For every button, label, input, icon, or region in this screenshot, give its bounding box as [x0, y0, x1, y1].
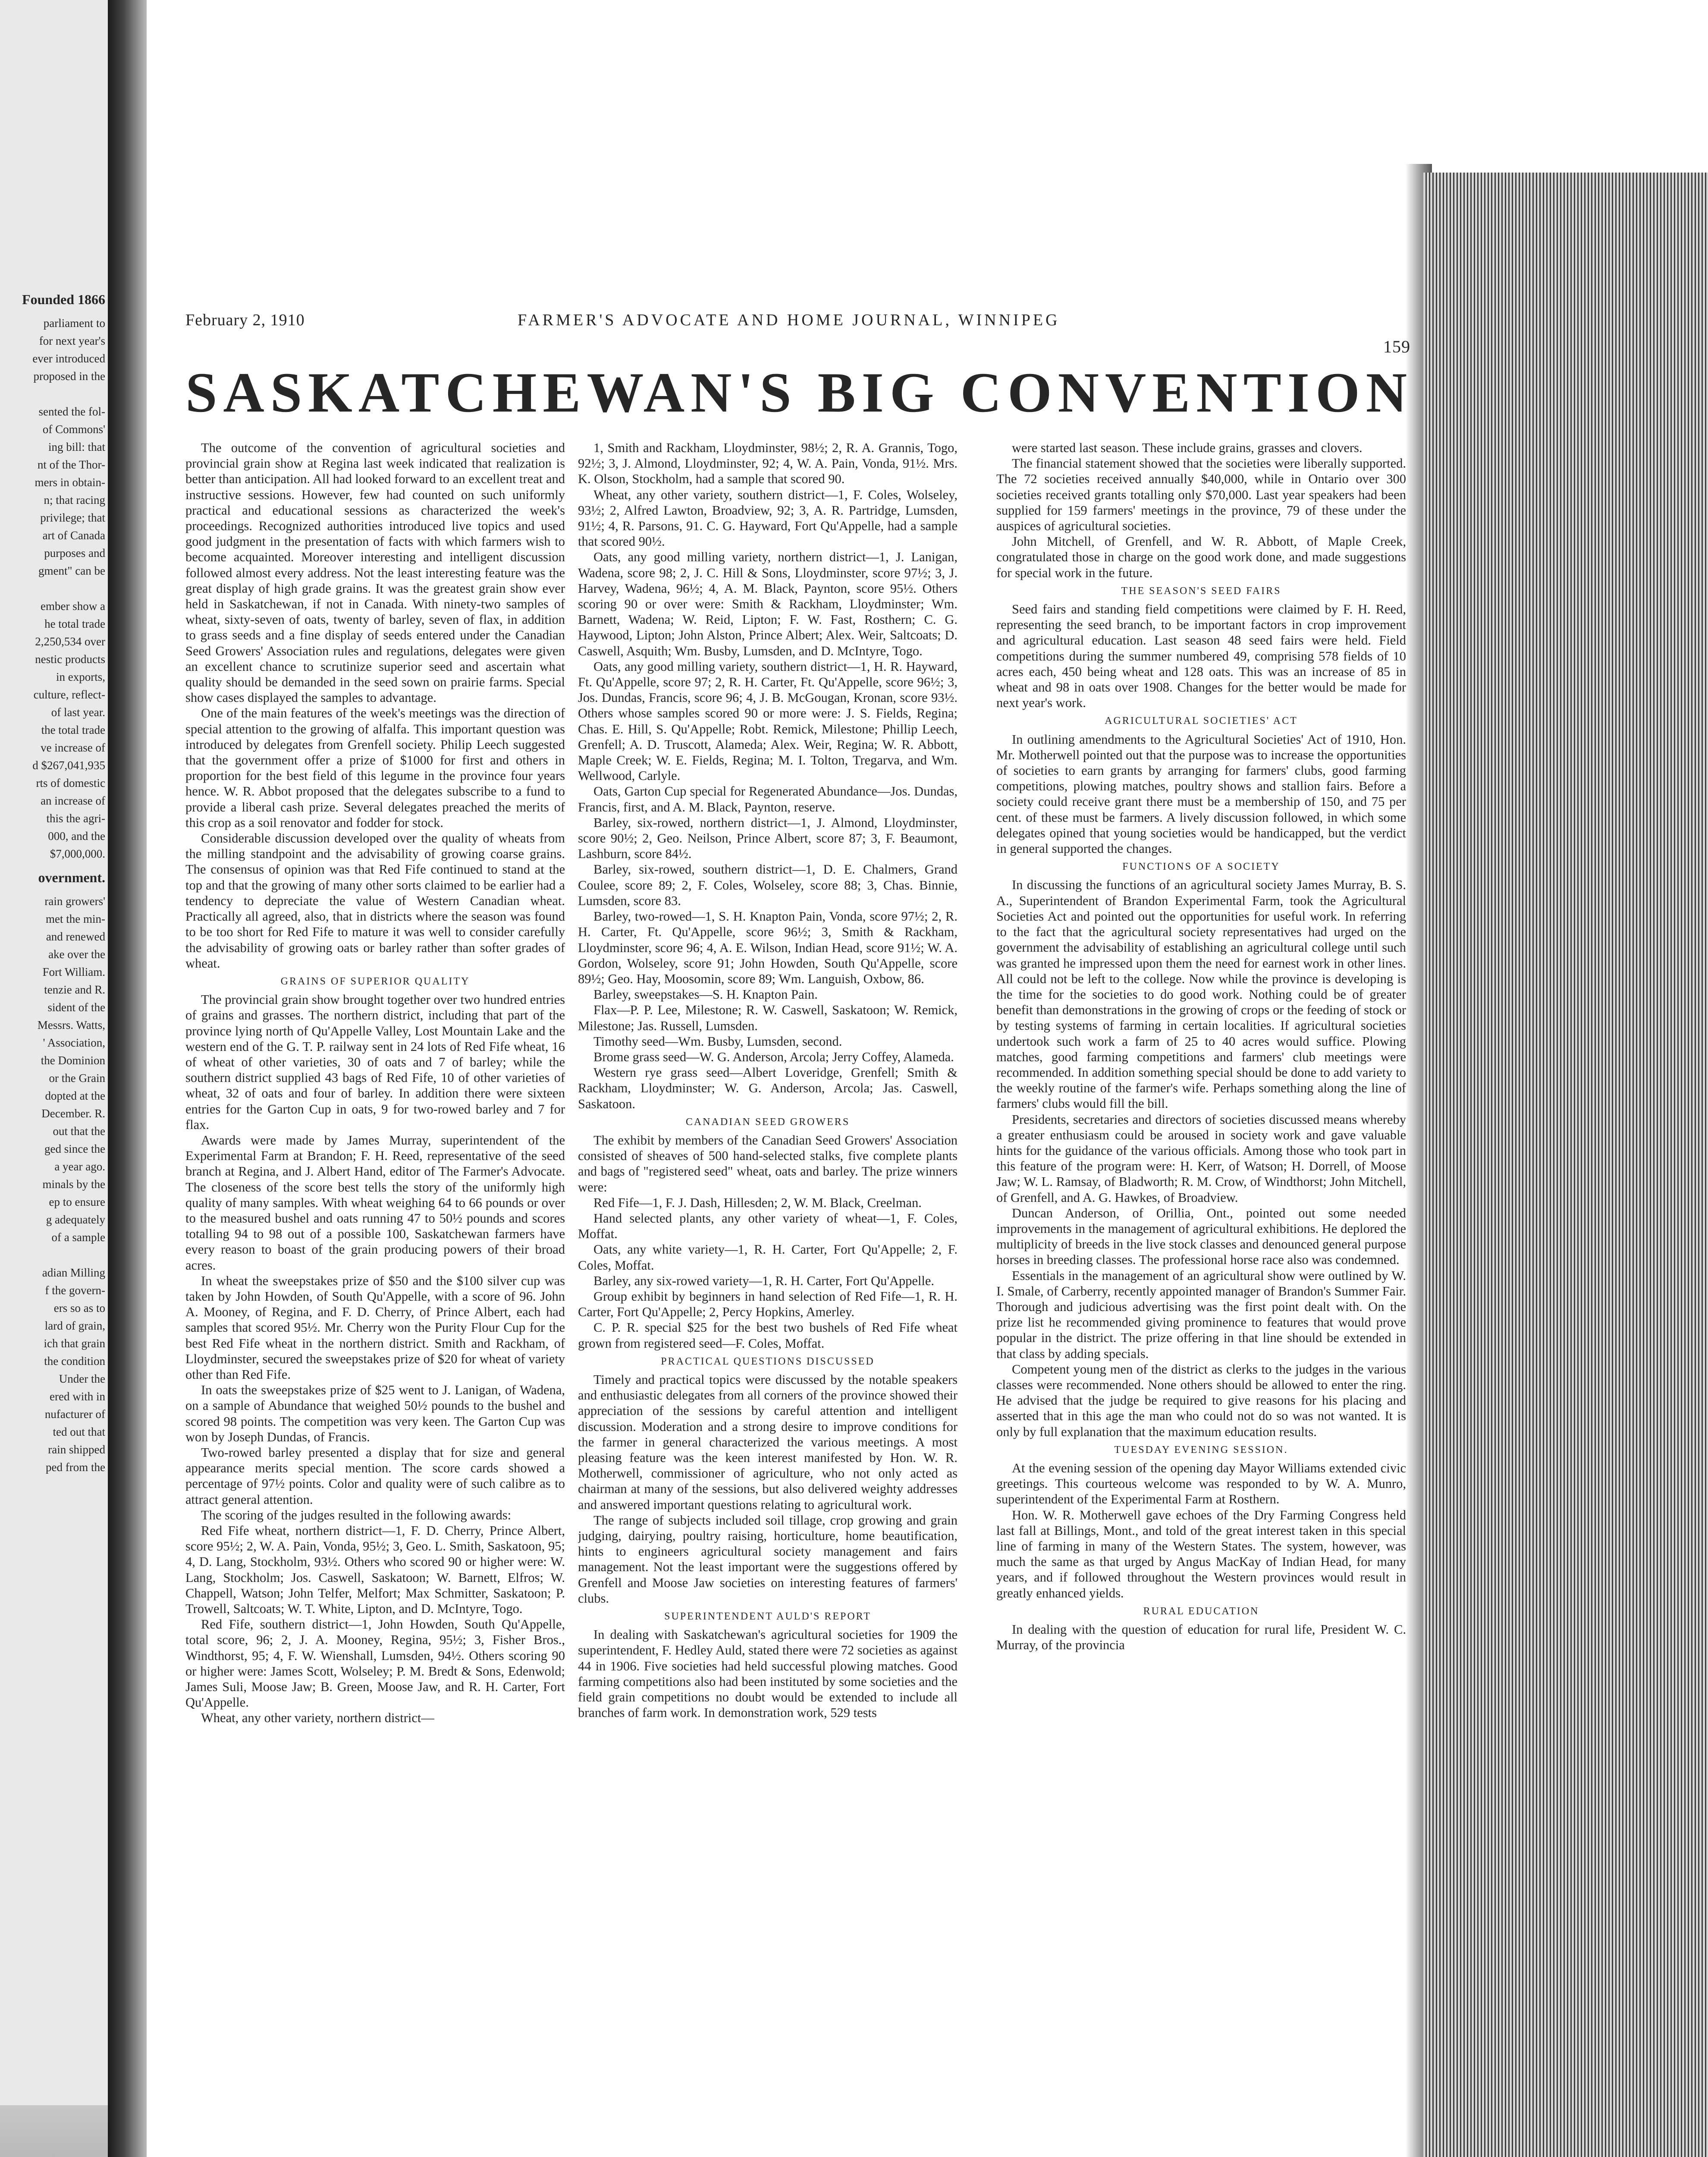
fragment-line: proposed in the	[33, 370, 105, 383]
fragment-line: ted out that	[53, 1425, 105, 1438]
fragment-line: or the Grain	[49, 1072, 105, 1085]
paragraph: In wheat the sweepstakes prize of $50 and the $100 silver cup was taken by John Howden, of South Qu'Appelle, with a score of 96. John A. Mooney, of Regina, and F. D. Cherry, of Prince Albert, each had samples that scored 95½. Mr. Cherry won the Purity Flour Cup for the best Red Fife wheat in the northern district. Smith and Rackham, of Lloydminster, secured the sweepstakes prize of $20 for wheat of variety other than Red Fife.	[185, 1273, 565, 1382]
fragment-line: of a sample	[51, 1231, 105, 1244]
fragment-line: ing bill: that	[48, 440, 105, 453]
fragment-line: d $267,041,935	[32, 759, 105, 772]
paragraph: In dealing with Saskatchewan's agricultural societies for 1909 the superintendent, F. Hedley Auld, stated there were 72 societies as against 44 in 1906. Five societies had held successful plowing matches. Good farming competitions also had been instituted by some societies and the field grain competitions no doubt would be extended to include all branches of farm work. In demonstration work, 529 tests	[578, 1627, 958, 1720]
fragment-line: ers so as to	[53, 1302, 105, 1314]
paragraph: In outlining amendments to the Agricultural Societies' Act of 1910, Hon. Mr. Motherwell pointed out that the purpose was to increase the opportunities of societies to earn grants by arranging for farmers' clubs, good farming competitions, plowing matches, poultry shows and stallion fairs. Before a society could receive grant there must be a membership of 150, and 75 per cent. of these must be farmers. A lively discussion followed, in which some delegates opined that young societies would be handicapped, but the verdict in general supported the changes.	[996, 732, 1406, 856]
paragraph: Duncan Anderson, of Orillia, Ont., pointed out some needed improvements in the management of agricultural exhibitions. He deplored the multiplicity of breeds in the live stock classes and denounced general purpose horses in breeding classes. The professional horse race also was condemned.	[996, 1205, 1406, 1267]
running-head	[147, 311, 1410, 356]
paragraph: Oats, any white variety—1, R. H. Carter, Fort Qu'Appelle; 2, F. Coles, Moffat.	[578, 1242, 958, 1273]
paragraph: Oats, any good milling variety, northern district—1, J. Lanigan, Wadena, score 98; 2, J. C. Hill & Sons, Lloydminster, score 97½; 3, J. Harvey, Wadena, 96½; 4, A. M. Black, Paynton, score 95½. Others scoring 90 or over were: Smith & Rackham, Lloydminster; Wm. Barnett, Wadena; W. Reid, Lipton; F. W. Fast, Rosthern; C. G. Haywood, Lipton; John Alston, Prince Albert; Alex. Weir, Saltcoats; D. Caswell, Asquith; Wm. Busby, Lumsden, and D. McIntyre, Togo.	[578, 550, 958, 658]
fragment-line: December. R.	[41, 1107, 105, 1120]
fragment-line: minals by the	[42, 1178, 105, 1191]
paragraph: Presidents, secretaries and directors of societies discussed means whereby a greater enthusiasm could be aroused in society work and gave valuable hints for the guidance of the various officials. Among those who took part in this feature of the program were: H. Kerr, of Watson; H. Dorrell, of Moose Jaw; W. L. Ramsay, of Bladworth; R. M. Crow, of Windthorst; John Mitchell, of Grenfell, and A. G. Hawkes, of Broadview.	[996, 1112, 1406, 1205]
fragment-line: ake over the	[48, 948, 105, 961]
fragment-line: Fort William.	[42, 965, 105, 978]
fragment-line: ve increase of	[41, 741, 105, 754]
paragraph: The outcome of the convention of agricultural societies and provincial grain show at Regina last week indicated that realization is better than anticipation. All had looked forward to an excellent treat and instructive sessions. However, few had counted on such uniformly practical and educational sessions as characterized the week's proceedings. Recognized authorities introduced live topics and used good judgment in the presentation of facts with which farmers wish to become acquainted. Moreover interesting and intelligent discussion followed almost every address. Not the least interesting feature was the great display of high grade grains. It was the greatest grain show ever held in Saskatchewan, if not in Canada. With ninety-two samples of wheat, sixty-seven of oats, twenty of barley, seven of flax, in addition to grass seeds and a fine display of seeds entered under the Canadian Seed Growers' Association rules and regulations, delegates were given an excellent chance to scrutinize superior seed and ascertain what quality should be demanded in the seed sown on prairie farms. Special show cases displayed the samples to advantage.	[185, 440, 565, 705]
fragment-line: sented the fol-	[38, 405, 105, 418]
page-edges	[1423, 173, 1708, 2157]
page-number: 159	[1383, 337, 1410, 356]
paragraph: C. P. R. special $25 for the best two bushels of Red Fife wheat grown from registered seed—F. Coles, Moffat.	[578, 1320, 958, 1351]
paragraph: Barley, sweepstakes—S. H. Knapton Pain.	[593, 987, 818, 1002]
section-subheading: FUNCTIONS OF A SOCIETY	[1122, 861, 1280, 873]
paragraph: Red Fife—1, F. J. Dash, Hillesden; 2, W. M. Black, Creelman.	[593, 1195, 922, 1210]
paragraph: In dealing with the question of education for rural life, President W. C. Murray, of the provincia	[996, 1622, 1406, 1653]
article-title: SASKATCHEWAN'S BIG CONVENTION	[185, 361, 1413, 424]
section-subheading: CANADIAN SEED GROWERS	[685, 1116, 850, 1128]
fragment-line: and renewed	[46, 930, 105, 943]
fragment-line: ' Association,	[43, 1036, 105, 1049]
section-subheading: RURAL EDUCATION	[1143, 1605, 1259, 1617]
fragment-line: art of Canada	[42, 529, 105, 542]
paragraph: John Mitchell, of Grenfell, and W. R. Abbott, of Maple Creek, congratulated those in charge on the good work done, and made suggestions for special work in the future.	[996, 534, 1406, 580]
paragraph: One of the main features of the week's meetings was the direction of special attention to the growing of alfalfa. This important question was introduced by delegates from Grenfell society. Philip Leech suggested that the government offer a prize of $1000 for first and others in proportion for the best field of this legume in the province four years hence. W. R. Abbot proposed that the delegates subscribe to a fund to provide a liberal cash prize. Several delegates preached the merits of this crop as a soil renovator and fodder for stock.	[185, 706, 565, 830]
paragraph: were started last season. These include grains, grasses and clovers.	[1012, 440, 1363, 455]
journal-name: FARMER'S ADVOCATE AND HOME JOURNAL, WINNIPEG	[518, 311, 1060, 329]
paragraph: Barley, six-rowed, northern district—1, J. Almond, Lloydminster, score 90½; 2, Geo. Neilson, Prince Albert, score 87; 3, F. Beaumont, Lashburn, score 84½.	[578, 815, 958, 862]
fragment-line: nufacturer of	[44, 1408, 105, 1421]
paragraph: Awards were made by James Murray, superintendent of the Experimental Farm at Brandon; F. H. Reed, representative of the seed branch at Regina, and J. Albert Hand, editor of The Farmer's Advocate. The closeness of the score best tells the story of the uniformly high quality of many samples. With wheat weighing 64 to 66 pounds or over to the measured bushel and oats running 47 to 50½ pounds and scores totalling 94 to 98 out of a possible 100, Saskatchewan farmers have every reason to boast of the grain producing powers of their broad acres.	[185, 1132, 565, 1273]
fragment-heading: overnment.	[38, 870, 105, 885]
paragraph: The exhibit by members of the Canadian Seed Growers' Association consisted of sheaves of 500 hand-selected stalks, five complete plants and bags of "registered seed" wheat, oats and barley. The prize winners were:	[578, 1132, 958, 1195]
fragment-line: ever introduced	[32, 352, 105, 365]
paragraph: At the evening session of the opening day Mayor Williams extended civic greetings. This courteous welcome was responded to by W. A. Munro, superintendent of the Experimental Farm at Rosthern.	[996, 1461, 1406, 1507]
paragraph: Barley, six-rowed, southern district—1, D. E. Chalmers, Grand Coulee, score 89; 2, F. Coles, Wolseley, score 88; 3, Chas. Binnie, Lumsden, score 83.	[578, 862, 958, 908]
fragment-line: ich that grain	[44, 1337, 105, 1350]
paragraph: Timely and practical topics were discussed by the notable speakers and enthusiastic delegates from all corners of the province showed their appreciation of the sessions by careful attention and intelligent discussion. Moderation and a strong desire to improve conditions for the farmer in general characterized the various meetings. A most pleasing feature was the keen interest manifested by Hon. W. R. Motherwell, commissioner of agriculture, who not only acted as chairman at many of the sessions, but also delivered weighty addresses and answered important questions relating to agricultural work.	[578, 1372, 958, 1512]
adjacent-page-text	[0, 285, 108, 1476]
paragraph: Essentials in the management of an agricultural show were outlined by W. I. Smale, of Carberry, recently appointed manager of Brandon's Summer Fair. Thorough and judicious advertising was the first point dealt with. On the prize list he recommended giving prominence to features that would prove popular in the district. The prize offering in that line should be extended in that class by adding specials.	[996, 1268, 1406, 1361]
paragraph: Brome grass seed—W. G. Anderson, Arcola; Jerry Coffey, Alameda.	[593, 1049, 954, 1064]
fragment-line: g adequately	[46, 1213, 105, 1226]
paragraph: Seed fairs and standing field competitions were claimed by F. H. Reed, representing the seed branch, to be important factors in crop improvement and agricultural education. Last season 48 seed fairs were held. Field competitions during the summer numbered 49, comprising 578 fields of 10 acres each, 450 being wheat and 128 oats. This was an increase of 85 in wheat and 98 in oats over 1908. Changes for the better would be made for next year's work.	[996, 602, 1406, 711]
paragraph: The scoring of the judges resulted in the following awards:	[201, 1507, 512, 1522]
fragment-line	[0, 580, 108, 597]
fragment-line: in exports,	[56, 670, 105, 683]
fragment-line: mers in obtain-	[35, 476, 105, 489]
fragment-line: out that the	[53, 1125, 105, 1138]
fragment-line: rts of domestic	[36, 777, 105, 789]
fragment-line: tenzie and R.	[44, 983, 105, 996]
paragraph: Flax—P. P. Lee, Milestone; R. W. Caswell, Saskatoon; W. Remick, Milestone; Jas. Russell, Lumsden.	[578, 1003, 958, 1033]
fragment-line: dopted at the	[45, 1089, 105, 1102]
article-column-2	[578, 440, 958, 2157]
fragment-line: this the agri-	[46, 812, 105, 825]
paragraph: Wheat, any other variety, southern district—1, F. Coles, Wolseley, 93½; 2, Alfred Lawton, Broadview, 92; 3, A. R. Partridge, Lumsden, 91½; 4, R. Parsons, 91. C. G. Hayward, Fort Qu'Appelle, had a sample that scored 90½.	[578, 487, 958, 549]
fragment-line: an increase of	[41, 794, 105, 807]
section-subheading: AGRICULTURAL SOCIETIES' ACT	[1105, 715, 1298, 727]
article-column-1	[185, 440, 565, 2157]
fragment-line: he total trade	[44, 617, 105, 630]
fragment-line: parliament to	[43, 317, 105, 330]
fragment-line: sident of the	[47, 1001, 105, 1014]
article-column-3	[996, 440, 1406, 2157]
paragraph: Oats, any good milling variety, southern district—1, H. R. Hayward, Ft. Qu'Appelle, score 97; 2, R. H. Carter, Ft. Qu'Appelle, score 96½; 3, Jos. Dundas, Francis, score 96; 4, J. B. McGougan, Kronan, score 93½. Others whose samples scored 90 or more were: J. S. Fields, Regina; Chas. E. Hill, S. Qu'Appelle; Robt. Remick, Milestone; Phillip Leech, Grenfell; A. D. Truscott, Alameda; Alex. Weir, Regina; W. R. Abbott, Maple Creek; W. E. Fields, Regina; M. I. Tolton, Tregarva, and Wm. Wellwood, Carlyle.	[578, 659, 958, 783]
issue-date: February 2, 1910	[185, 311, 305, 329]
fragment-line: ember show a	[41, 600, 105, 613]
fragment-line: ped from the	[46, 1461, 105, 1474]
book-spine	[108, 0, 147, 2157]
fragment-line: rain shipped	[48, 1443, 105, 1456]
section-subheading: THE SEASON'S SEED FAIRS	[1121, 585, 1281, 597]
fragment-line: ged since the	[44, 1142, 105, 1155]
paragraph: Group exhibit by beginners in hand selection of Red Fife—1, R. H. Carter, Fort Qu'Appelle; 2, Percy Hopkins, Amerley.	[578, 1289, 958, 1320]
fragment-line: for next year's	[39, 334, 105, 347]
paragraph: Timothy seed—Wm. Busby, Lumsden, second.	[593, 1034, 842, 1049]
paragraph: Competent young men of the district as clerks to the judges in the various classes were recommended. None others should be allowed to enter the ring. He advised that the judge be required to give reasons for his placing and asserted that in this age the man who could not do so was not wanted. It is only by full explanation that the maximum education results.	[996, 1361, 1406, 1439]
section-subheading: PRACTICAL QUESTIONS DISCUSSED	[661, 1355, 875, 1367]
paragraph: Considerable discussion developed over the quality of wheats from the milling standpoint and the advisability of growing coarse grains. The consensus of opinion was that Red Fife continued to stand at the top and that the growing of many other sorts claimed to be earlier had a tendency to depreciate the value of Western Canadian wheat. Practically all agreed, also, that in districts where the season was found to be too short for Red Fife to mature it was well to consider carefully the advisability of growing oats or barley rather than softer grades of wheat.	[185, 831, 565, 971]
fragment-line: met the min-	[46, 912, 105, 925]
fragment-line: ep to ensure	[49, 1195, 105, 1208]
paragraph: 1, Smith and Rackham, Lloydminster, 98½; 2, R. A. Grannis, Togo, 92½; 3, J. Almond, Lloydminster, 92; 4, W. A. Pain, Vonda, 91½. Mrs. K. Olson, Stockholm, had a sample that scored 90.	[578, 440, 958, 487]
fragment-line: purposes and	[44, 547, 105, 560]
fragment-line: privilege; that	[40, 511, 105, 524]
paragraph: Hon. W. R. Motherwell gave echoes of the Dry Farming Congress held last fall at Billings, Mont., and told of the great interest taken in this special line of farming in many of the Western States. The system, however, was much the same as that urged by Angus MacKay of Indian Head, for many years, and if followed throughout the Western provinces would result in greatly enhanced yields.	[996, 1507, 1406, 1600]
paragraph: Wheat, any other variety, northern district—	[201, 1711, 434, 1726]
fragment-line: the Dominion	[41, 1054, 105, 1067]
paragraph: Hand selected plants, any other variety of wheat—1, F. Coles, Moffat.	[578, 1211, 958, 1242]
paragraph: Barley, any six-rowed variety—1, R. H. Carter, Fort Qu'Appelle.	[593, 1273, 935, 1288]
fragment-line: n; that racing	[44, 494, 105, 506]
fragment-line: Messrs. Watts,	[37, 1019, 105, 1031]
fragment-line: nestic products	[35, 653, 105, 666]
paragraph: Oats, Garton Cup special for Regenerated Abundance—Jos. Dundas, Francis, first, and A. M. Black, Paynton, reserve.	[578, 784, 958, 814]
fragment-line	[0, 385, 108, 403]
fragment-line: 2,250,534 over	[35, 635, 105, 648]
fragment-line: of Commons'	[42, 423, 105, 436]
fragment-line: the total trade	[41, 723, 105, 736]
fragment-line: lard of grain,	[44, 1319, 105, 1332]
paragraph: In discussing the functions of an agricultural society James Murray, B. S. A., Superintendent of Brandon Experimental Farm, took the Agricultural Societies Act and pointed out the opportunities for useful work. In referring to the fact that the agricultural society representatives had urged on the government the advisability of establishing an agricultural college until such was granted he impressed upon them the need for earnest work in other lines. All could not be left to the college. Now while the province is developing is the time for the societies to do good work. Nothing could be of greater benefit than demonstrations in the growing of crops or the feeding of stock or by testing systems of farming in certain localities. If agricultural societies undertook such work a farm of 25 to 40 acres would suffice. Plowing matches, good farming competitions and farmers' club meetings were recommended. In addition something special should be done to add variety to the weekly routine of the farmer's wife. Perhaps something along the line of farmers' clubs would fill the bill.	[996, 877, 1406, 1111]
section-subheading: TUESDAY EVENING SESSION.	[1114, 1444, 1288, 1456]
paragraph: The financial statement showed that the societies were liberally supported. The 72 societies received annually $40,000, while in Ontario over 300 societies received grants totalling only $70,000. Last year speakers had been supplied for 159 farmers' meetings in the province, 79 of these under the auspices of agricultural societies.	[996, 456, 1406, 534]
paragraph: Two-rowed barley presented a display that for size and general appearance merits special mention. The score cards showed a percentage of 97½ points. Color and quality were of such calibre as to attract general attention.	[185, 1445, 565, 1507]
paragraph: Red Fife wheat, northern district—1, F. D. Cherry, Prince Albert, score 95½; 2, W. A. Pain, Vonda, 95½; 3, Geo. L. Smith, Saskatoon, 95; 4, D. Lang, Stockholm, 93½. Others who scored 90 or higher were: W. Lang, Stockholm; Jos. Caswell, Saskatoon; W. Barnett, Elfros; W. Chappell, Watson; John Telfer, Melfort; Max Schmitter, Saskatoon; P. Trowell, Saltcoats; W. T. White, Lipton, and D. McIntyre, Togo.	[185, 1523, 565, 1616]
paragraph: The range of subjects included soil tillage, crop growing and grain judging, dairying, poultry raising, horticulture, home beautification, hints to engineers agricultural society management and fairs management. Not the least important were the suggestions offered by Grenfell and Moose Jaw societies on interesting features of farmers' clubs.	[578, 1512, 958, 1606]
fragment-line: a year ago.	[54, 1160, 105, 1173]
fragment-line: adian Milling	[42, 1266, 105, 1279]
paragraph: Barley, two-rowed—1, S. H. Knapton Pain, Vonda, score 97½; 2, R. H. Carter, Ft. Qu'Appelle, score 96½; 3, Smith & Rackham, Lloydminster, score 96; 4, A. E. Wilson, Indian Head, score 91½; W. A. Gordon, Wolseley, score 91; John Howden, South Qu'Appelle, score 89½; Geo. Hay, Moosomin, score 89; Wm. Languish, Oxbow, 86.	[578, 909, 958, 986]
fragment-line: gment" can be	[38, 564, 105, 577]
fragment-line: 000, and the	[48, 830, 105, 843]
paragraph: Western rye grass seed—Albert Loveridge, Grenfell; Smith & Rackham, Lloydminster; W. G. Anderson, Arcola; Jas. Caswell, Saskatoon.	[578, 1065, 958, 1111]
section-subheading: SUPERINTENDENT AULD'S REPORT	[664, 1611, 871, 1622]
founded-line: Founded 1866	[22, 292, 105, 307]
fragment-line: nt of the Thor-	[37, 458, 105, 471]
fragment-line: culture, reflect-	[33, 688, 105, 701]
fragment-line: ered with in	[50, 1390, 105, 1403]
fragment-line: of last year.	[51, 706, 105, 719]
paragraph: The provincial grain show brought together over two hundred entries of grains and grasses. The northern district, including that part of the province lying north of Qu'Appelle Valley, Lost Mountain Lake and the western end of the G. T. P. railway sent in 24 lots of Red Fife wheat, 16 of wheat of other varieties, 30 of oats and 7 of barley; while the southern district supplied 43 bags of Red Fife, 10 of other varieties of wheat, 32 of oats and four of barley. In addition there were sixteen entries for the Garton Cup in oats, 9 for two-rowed barley and 7 for flax.	[185, 992, 565, 1132]
paragraph: In oats the sweepstakes prize of $25 went to J. Lanigan, of Wadena, on a sample of Abundance that weighed 50½ pounds to the bushel and scored 98 points. The competition was very keen. The Garton Cup was won by Joseph Dundas, of Francis.	[185, 1383, 565, 1444]
fragment-line: the condition	[44, 1355, 105, 1368]
fragment-line	[0, 1246, 108, 1264]
fragment-line: Under the	[59, 1372, 105, 1385]
paragraph: Red Fife, southern district—1, John Howden, South Qu'Appelle, total score, 96; 2, J. A. Mooney, Regina, 95½; 3, Fisher Bros., Windthorst, 95; 4, F. W. Wienshall, Lumsden, 94½. Others scoring 90 or higher were: James Scott, Wolseley; P. M. Bredt & Sons, Edenwold; James Suli, Moose Jaw; B. Green, Moose Jaw, and R. H. Carter, Fort Qu'Appelle.	[185, 1617, 565, 1710]
fragment-line: $7,000,000.	[50, 847, 105, 860]
fragment-line: f the govern-	[45, 1284, 105, 1297]
adjacent-page-photo	[0, 2105, 108, 2157]
fragment-line: rain growers'	[44, 895, 105, 908]
section-subheading: GRAINS OF SUPERIOR QUALITY	[280, 975, 470, 987]
